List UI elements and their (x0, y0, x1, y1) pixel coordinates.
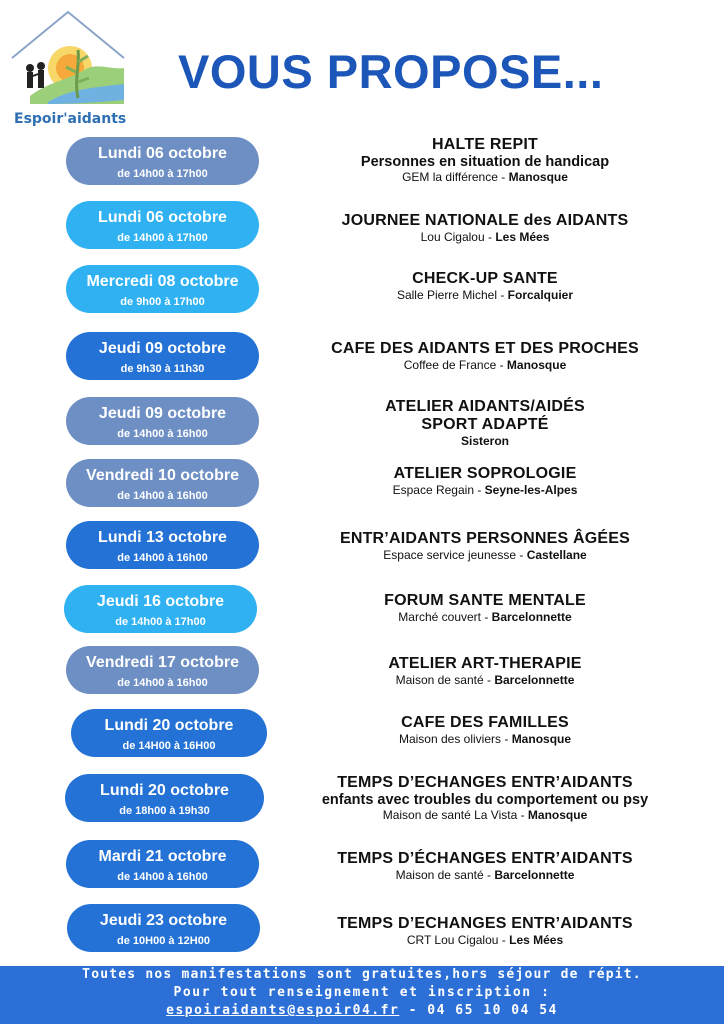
event-day: Lundi 13 octobre (98, 529, 227, 546)
event-title: ATELIER AIDANTS/AIDÉS (385, 398, 585, 415)
event-separator: - (484, 230, 496, 244)
event-info (300, 530, 670, 562)
event-city: Sisteron (460, 434, 509, 448)
event-time: de 14h00 à 16h00 (117, 871, 208, 883)
event-city: Barcelonnette (494, 673, 575, 687)
event-day: Jeudi 23 octobre (99, 912, 228, 929)
event-venue: Maison de santé (395, 673, 484, 687)
event-info (300, 714, 670, 746)
event-title: ENTR’AIDANTS PERSONNES ÂGÉES (339, 530, 631, 547)
event-location (300, 868, 670, 882)
email-link[interactable]: espoiraidants@espoir04.fr (166, 1003, 400, 1018)
event-venue: Maison de santé (395, 868, 484, 882)
event-subtitle: enfants avec troubles du comportement ou psy (321, 792, 649, 808)
event-title: CAFE DES FAMILLES (401, 714, 569, 731)
event-day: Mercredi 08 octobre (86, 273, 239, 290)
event-city: Manosque (511, 732, 572, 746)
event-time: de 14h00 à 16h00 (117, 490, 208, 502)
event-info (300, 465, 670, 497)
event-time: de 14h00 à 16h00 (117, 677, 208, 689)
event-venue: Maison de santé La Vista (382, 808, 518, 822)
event-time: de 9h00 à 17h00 (120, 296, 205, 308)
event-venue: Salle Pierre Michel (396, 288, 497, 302)
event-location (300, 288, 670, 302)
event-venue: Maison des oliviers (398, 732, 502, 746)
event-time: de 18h00 à 19h30 (119, 805, 210, 817)
event-day: Vendredi 17 octobre (86, 654, 239, 671)
event-title: FORUM SANTE MENTALE (384, 592, 586, 609)
date-pill (66, 521, 259, 569)
event-location (300, 358, 670, 372)
date-pill (66, 646, 259, 694)
event-city: Seyne-les-Alpes (484, 483, 578, 497)
event-separator: - (516, 548, 527, 562)
event-info (300, 340, 670, 372)
footer-contact (0, 1003, 724, 1018)
event-city: Forcalquier (507, 288, 574, 302)
event-location (300, 673, 670, 687)
event-info (300, 398, 670, 448)
event-location (300, 610, 670, 624)
event-subtitle: Personnes en situation de handicap (360, 154, 610, 170)
event-info (300, 850, 670, 882)
event-separator: - (496, 358, 507, 372)
page-title: VOUS PROPOSE... (178, 45, 604, 98)
event-separator: - (483, 673, 495, 687)
event-separator: - (501, 732, 512, 746)
logo-house-icon (8, 10, 128, 110)
event-city: Barcelonnette (491, 610, 572, 624)
event-day: Lundi 06 octobre (98, 209, 227, 226)
logo-text: Espoir'aidants (14, 111, 127, 127)
event-location (300, 434, 670, 448)
event-time: de 14h00 à 17h00 (117, 232, 208, 244)
event-city: Castellane (526, 548, 587, 562)
event-day: Vendredi 10 octobre (86, 467, 239, 484)
event-time: de 9h30 à 11h30 (120, 363, 205, 375)
date-pill (66, 137, 259, 185)
event-title: HALTE REPIT (432, 136, 538, 153)
event-info (300, 774, 670, 822)
event-city: Manosque (508, 170, 568, 184)
event-separator: - (481, 610, 492, 624)
event-title: ATELIER ART-THERAPIE (388, 655, 582, 672)
date-pill (66, 459, 259, 507)
date-pill (67, 904, 260, 952)
event-separator: - (498, 933, 510, 947)
event-time: de 14h00 à 16h00 (117, 552, 208, 564)
event-separator: - (483, 868, 495, 882)
date-pill (66, 201, 259, 249)
event-info (300, 270, 670, 302)
event-info (300, 655, 670, 687)
event-subtitle: SPORT ADAPTÉ (421, 416, 549, 433)
event-separator: - (517, 808, 528, 822)
event-title: TEMPS D’ECHANGES ENTR’AIDANTS (337, 915, 633, 932)
event-day: Jeudi 16 octobre (96, 593, 225, 610)
event-info (300, 915, 670, 947)
footer-free-note: Toutes nos manifestations sont gratuites,hors séjour de répit. (82, 967, 642, 982)
event-location (300, 548, 670, 562)
date-pill (66, 332, 259, 380)
espoir-aidants-logo (8, 10, 128, 125)
event-title: ATELIER SOPROLOGIE (393, 465, 577, 482)
event-day: Mardi 21 octobre (98, 848, 227, 865)
event-separator: - (474, 483, 485, 497)
event-city: Manosque (506, 358, 567, 372)
event-time: de 14h00 à 17h00 (117, 168, 208, 180)
event-title: TEMPS D’ÉCHANGES ENTR’AIDANTS (337, 850, 633, 867)
event-city: Les Mées (509, 933, 564, 947)
event-title: CHECK-UP SANTE (412, 270, 558, 287)
event-title: CAFE DES AIDANTS ET DES PROCHES (331, 340, 639, 357)
event-title: JOURNEE NATIONALE des AIDANTS (341, 212, 629, 229)
event-day: Lundi 20 octobre (104, 717, 234, 734)
date-pill (66, 265, 259, 313)
event-location (300, 483, 670, 497)
event-location (300, 732, 670, 746)
event-location (300, 808, 670, 822)
event-city: Manosque (527, 808, 588, 822)
event-venue: Marché couvert (398, 610, 481, 624)
event-info (300, 136, 670, 184)
event-venue: CRT Lou Cigalou (406, 933, 499, 947)
event-venue: Espace Regain (392, 483, 474, 497)
event-venue: Espace service jeunesse (383, 548, 517, 562)
event-info (300, 592, 670, 624)
event-separator: - (497, 288, 508, 302)
event-day: Lundi 20 octobre (100, 782, 229, 799)
date-pill (64, 585, 257, 633)
date-pill (66, 397, 259, 445)
event-venue: GEM la différence (402, 170, 498, 184)
event-city: Les Mées (495, 230, 550, 244)
date-pill (65, 774, 264, 822)
event-title: TEMPS D’ECHANGES ENTR’AIDANTS (337, 774, 633, 791)
event-day: Jeudi 09 octobre (98, 405, 227, 422)
phone-number: - 04 65 10 04 54 (399, 1003, 558, 1018)
event-separator: - (497, 170, 509, 184)
date-pill (66, 840, 259, 888)
event-venue: Coffee de France (403, 358, 497, 372)
event-time: de 14h00 à 16h00 (117, 428, 208, 440)
event-location (300, 170, 670, 184)
event-venue: Lou Cigalou (420, 230, 485, 244)
date-pill (71, 709, 267, 757)
footer-banner (0, 966, 724, 1024)
event-city: Barcelonnette (494, 868, 575, 882)
event-time: de 14h00 à 17h00 (115, 616, 206, 628)
event-day: Jeudi 09 octobre (98, 340, 227, 357)
event-day: Lundi 06 octobre (98, 145, 227, 162)
event-location (300, 230, 670, 244)
event-location (300, 933, 670, 947)
event-info (300, 212, 670, 244)
event-time: de 10H00 à 12H00 (117, 935, 210, 947)
event-time: de 14H00 à 16H00 (122, 740, 216, 752)
footer-info-note: Pour tout renseignement et inscription : (173, 985, 551, 1000)
